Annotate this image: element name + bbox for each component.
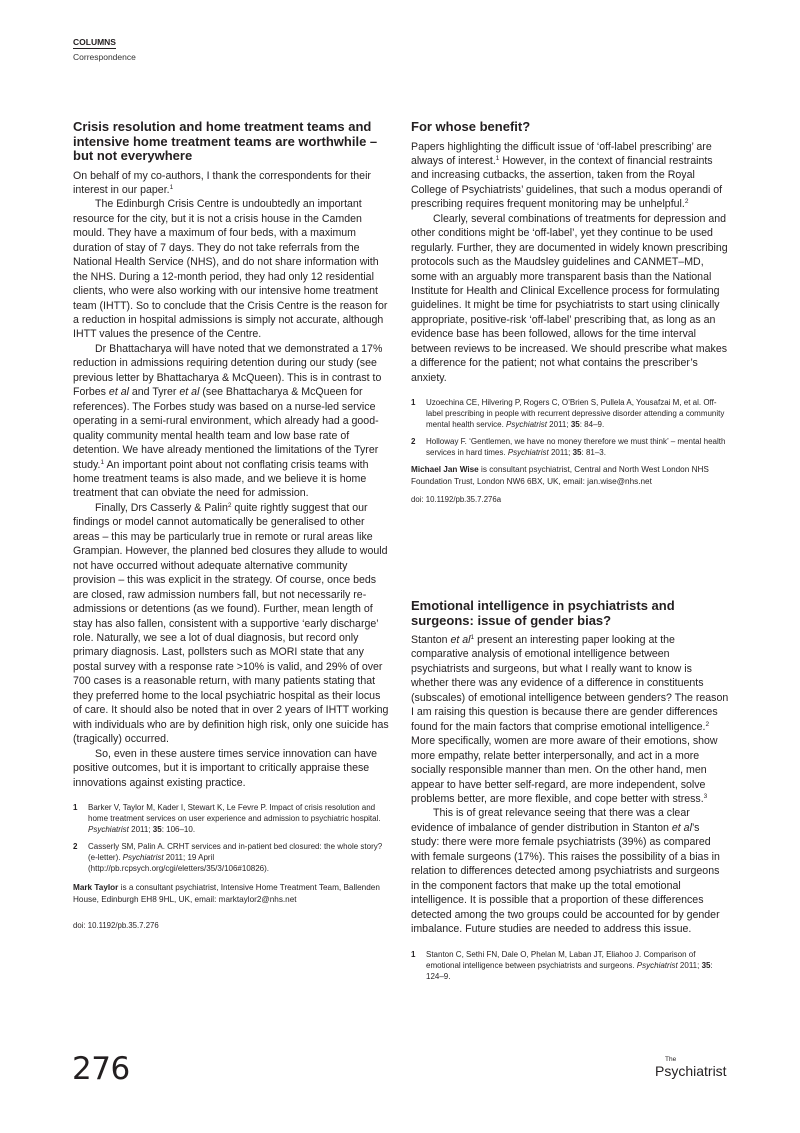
doi: doi: 10.1192/pb.35.7.276a <box>411 495 502 505</box>
text-run: 35 <box>570 420 580 430</box>
text-run: 2011; 19 April (http://pb.rcpsych.org/cgi/eletters/35/3/106#10826). <box>88 852 269 873</box>
reference-item <box>411 436 729 458</box>
text-run: This is of great relevance seeing that there was a clear evidence of imbalance of gender distribution in Stanton <box>411 807 690 834</box>
text-run: Uzoechina CE, Hilvering P, Rogers C, O’Brien S, Pullela A, Yousafzai M, et al. Off-label prescribing in people with recurrent depressive disorder attending a community mental health service. <box>426 398 725 430</box>
reference-list <box>411 397 729 458</box>
paragraph <box>411 140 729 212</box>
reference-text <box>426 949 729 982</box>
text-run: 2011; <box>128 824 153 834</box>
text-run: However, in the context of financial restraints and increasing cutbacks, the assertion, taken from the Royal College of Psychiatrists’ guidelines, that such a modus operandi of prescribing requires frequent monitoring may be unhelpful. <box>411 154 723 211</box>
paragraph <box>411 212 729 385</box>
citation-superscript: 3 <box>703 792 708 800</box>
text-run: Psychiatrist <box>506 420 547 430</box>
reference-text <box>426 436 729 458</box>
reference-number: 2 <box>73 841 78 851</box>
text-run: (see Bhattacharya & McQueen for references). The Forbes study was based on a nurse-led service operating in a semi-rural environment, which already had a good-quality community mental health team and low base rate of detention. We have already mentioned the limitations of the Tyrer study. <box>73 386 379 471</box>
article-title: For whose benefit? <box>411 119 531 134</box>
text-run: Clearly, several combinations of treatments for depression and other conditions might be ‘off-label’, yet they continue to be used regularly. Further, they are documented in widely known prescribing protocols such as the Maudsley guidelines and CANMET–MD, some with an arguably more transparent basis than the National Institute for Health and Clinical Excellence process for formulating guidelines. It might be time for psychiatrists to start using clinically appropriate, positive-risk ‘off-label’ prescribing that, as long as an evidence base has been followed, allows for the time interval between reviews to be increased. We should prescribe what makes a difference for the patient; not what contains the prescriber’s anxiety. <box>411 212 728 384</box>
citation-superscript: 2 <box>227 501 232 509</box>
paragraph <box>73 169 391 198</box>
text-run: et al <box>179 386 200 399</box>
article-for-whose-benefit <box>411 120 729 504</box>
text-run: present an interesting paper looking at the comparative analysis of emotional intelligence between psychiatrists and surgeons, but what I really want to know is whether there was any evidence of a difference in constituents (subscales) of emotional intelligence between genders? The reason I am raising this question is because there are gender differences found for the main factors that comprise emotional intelligence. <box>411 634 729 733</box>
text-run: So, even in these austere times service innovation can have positive outcomes, but it is important to critically appraise these innovations against existing practice. <box>73 747 378 789</box>
text-run: quite rightly suggest that our findings or model cannot automatically be generalised to other areas – this may be particularly true in remote or rural areas like Grampian. However, the planned bed closures they allude to would not have occurred without adequate alternative community provision – this was explicit in the strategy. Of course, once beds are closed, raw admission numbers fall, but not necessarily re-admissions or detentions (as we found). Further, mean length of stay has also fallen, consistent with a supportive ‘early discharge’ role. Naturally, we see a lot of dual diagnosis, but record only primary diagnosis. Last, pollsters such as MORI state that any postal survey with a response rate >10% is valid, and 29% of over 700 cases is a reasonable return, with many patients stating that they preferred home to the local psychiatric hospital as their locus of care. It should also be noted that in over 2 years of IHTT working with individuals who are by definition high risk, only one suicide has (tragically) occurred. <box>73 501 389 746</box>
paragraph <box>73 197 391 342</box>
text-run: : 84–9. <box>579 420 605 430</box>
paragraph <box>73 501 391 747</box>
text-run: 2011; <box>546 420 571 430</box>
author-info <box>73 882 391 905</box>
paragraph <box>73 342 391 501</box>
text-run: On behalf of my co-authors, I thank the correspondents for their interest in our paper. <box>73 169 371 196</box>
text-run: et al <box>671 821 692 834</box>
section-label: COLUMNS <box>73 37 116 47</box>
journal-logo <box>655 1056 727 1079</box>
text-run: Finally, Drs Casserly & Palin <box>95 501 228 514</box>
page-number: 276 <box>72 1051 130 1087</box>
text-run: The Edinburgh Crisis Centre is undoubtedly an important resource for the city, but it is not a crisis house in the Camden mould. They have a maximum of four beds, with a maximum duration of stay of 7 days. They do not take referrals from the National Health Service (NHS), and do not share information with the NHS. During a 12-month period, they had only 12 residential clients, who were also working with our intensive home treatment team (IHTT). So to conclude that the Crisis Centre is the reason for a reduction in hospital admissions is simply not accurate, although IHTT values the presence of the Centre. <box>73 198 388 341</box>
citation-superscript: 1 <box>100 458 105 466</box>
text-run: Stanton C, Sethi FN, Dale O, Phelan M, Laban JT, Eliahoo J. Comparison of emotional intelligence between psychiatrists and surgeons. <box>426 949 696 970</box>
text-run: Casserly SM, Palin A. CRHT services and in-patient bed closured: the whole story? (e-letter). <box>88 841 383 862</box>
text-run: and Tyrer <box>128 386 180 399</box>
text-run: More specifically, women are more aware of their emotions, show more empathy, relate better interpersonally, and act in a more socially responsible manner than men. On the other hand, men appear to have better self-regard, are more independent, solve problems better, are more flexible, and cope better with stress. <box>411 735 718 805</box>
reference-number: 1 <box>411 398 416 408</box>
text-run: : 81–3. <box>581 448 606 458</box>
reference-text <box>88 841 391 874</box>
text-run: 35 <box>701 960 711 970</box>
text-run: is consultant psychiatrist, Central and North West London NHS Foundation Trust, London NW6 6BX, UK, email: jan.wise@nhs.net <box>411 465 709 486</box>
article-crisis-resolution <box>73 120 391 930</box>
reference-list <box>411 949 729 982</box>
citation-superscript: 1 <box>169 183 174 191</box>
citation-superscript: 1 <box>470 634 475 641</box>
text-run: 2011; <box>548 448 573 458</box>
text-run: Psychiatrist <box>122 852 164 862</box>
text-run: et al <box>450 634 471 646</box>
text-run: 35 <box>572 448 582 458</box>
text-run: Psychiatrist <box>88 824 129 834</box>
reference-list <box>73 802 391 874</box>
text-run: ’s study: there were more female psychiatrists (39%) as compared with female surgeons (17%). This raises the possibility of a bias in relation to differences detected among psychiatrists and surgeons in the component factors that make up the total emotional intelligence. It is possible that a proportion of these differences detected among the two groups could be accounted for by gender imbalance. Future studies are needed to address this issue. <box>411 821 720 936</box>
reference-item <box>73 802 391 835</box>
logo-name: Psychiatrist <box>655 1063 727 1079</box>
text-run: : 124–9. <box>426 960 713 981</box>
text-run: is a consultant psychiatrist, Intensive Home Treatment Team, Ballenden House, Edinburgh EH8 9HL, UK, email: marktaylor2@nhs.net <box>73 882 380 904</box>
reference-text <box>88 802 391 835</box>
text-run: Dr Bhattacharya will have noted that we demonstrated a 17% reduction in admissions requiring detention during our study (see previous letter by Bhattacharya & McQueen). This is in contrast to Forbes <box>73 342 383 399</box>
reference-item <box>73 841 391 874</box>
text-run: Psychiatrist <box>507 448 549 458</box>
paragraph <box>411 633 729 806</box>
text-run: Barker V, Taylor M, Kader I, Stewart K, Le Fevre P. Impact of crisis resolution and home treatment services on user experience and admission to psychiatric hospital. <box>88 802 381 823</box>
author-info <box>411 464 729 487</box>
text-run: : 106–10. <box>161 824 196 834</box>
citation-superscript: 2 <box>684 198 689 206</box>
reference-number: 1 <box>411 949 416 959</box>
paragraph <box>73 747 391 790</box>
text-run: An important point about not conflating crisis teams with home treatment teams is also made, and we believe it is home treatment that can obviate the need for admission. <box>73 458 369 500</box>
reference-item <box>411 949 729 982</box>
article-emotional-intelligence <box>411 599 729 988</box>
article-body <box>411 633 729 937</box>
text-run: Holloway F. ‘Gentlemen, we have no money therefore we must think’ – mental health services in hard times. <box>426 437 726 458</box>
text-run: Papers highlighting the difficult issue of ‘off-label prescribing’ are always of interest. <box>411 140 712 167</box>
citation-superscript: 2 <box>705 720 710 728</box>
text-run: Psychiatrist <box>636 960 678 970</box>
logo-the: The <box>665 1056 677 1063</box>
reference-item <box>411 397 729 430</box>
text-run: Stanton <box>411 634 451 646</box>
reference-text <box>426 397 729 430</box>
article-title: Emotional intelligence in psychiatrists and surgeons: issue of gender bias? <box>411 598 675 628</box>
article-body <box>73 169 391 790</box>
text-run: et al <box>108 386 129 399</box>
article-body <box>411 140 729 386</box>
reference-number: 1 <box>73 802 78 812</box>
text-run: Michael Jan Wise <box>411 465 479 475</box>
article-title: Crisis resolution and home treatment teams and intensive home treatment teams are worthwhile – but not everywhere <box>73 119 378 163</box>
citation-superscript: 1 <box>495 154 500 162</box>
paragraph <box>411 806 729 936</box>
reference-number: 2 <box>411 437 416 447</box>
text-run: 35 <box>152 824 162 834</box>
subsection-label: Correspondence <box>73 52 136 62</box>
text-run: 2011; <box>677 960 702 970</box>
doi: doi: 10.1192/pb.35.7.276 <box>73 921 159 931</box>
text-run: Mark Taylor <box>73 882 119 892</box>
